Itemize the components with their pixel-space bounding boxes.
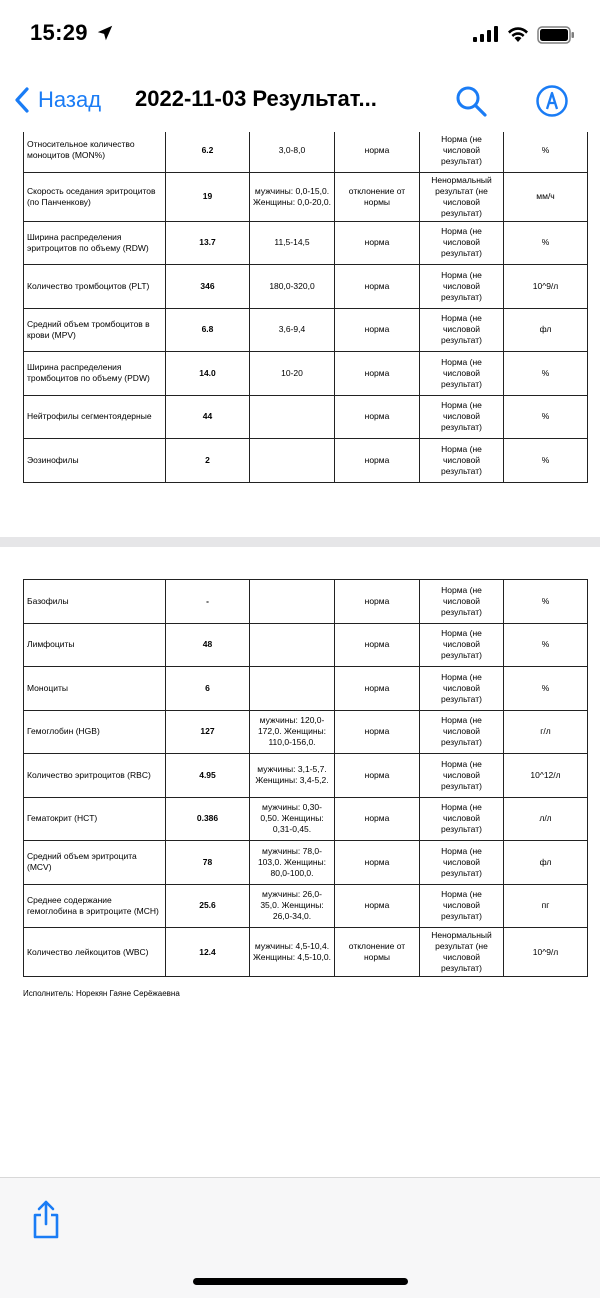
table-row <box>24 797 588 841</box>
test-name: Скорость оседания эритроцитов (по Панченкову) <box>24 172 166 221</box>
status-time: 15:29 <box>30 20 88 45</box>
comment: Норма (не числовой результат) <box>420 884 504 928</box>
document-page-1 <box>0 132 600 537</box>
test-name: Гематокрит (HCT) <box>24 797 166 841</box>
table-row <box>24 395 588 439</box>
comment: Норма (не числовой результат) <box>420 308 504 352</box>
status: норма <box>335 667 420 711</box>
test-name: Гемоглобин (HGB) <box>24 710 166 754</box>
test-name: Моноциты <box>24 667 166 711</box>
comment: Норма (не числовой результат) <box>420 754 504 798</box>
search-icon[interactable] <box>454 84 488 118</box>
unit: 10^9/л <box>504 265 588 309</box>
table-row <box>24 884 588 928</box>
reference-range: мужчины: 0,0-15,0. Женщины: 0,0-20,0. <box>250 172 335 221</box>
test-name: Лимфоциты <box>24 623 166 667</box>
status: норма <box>335 797 420 841</box>
home-indicator <box>193 1278 408 1285</box>
reference-range: мужчины: 0,30-0,50. Женщины: 0,31-0,45. <box>250 797 335 841</box>
unit: % <box>504 221 588 265</box>
test-name: Базофилы <box>24 580 166 624</box>
reference-range: 11,5-14,5 <box>250 221 335 265</box>
comment: Норма (не числовой результат) <box>420 352 504 396</box>
test-value: 78 <box>166 841 250 885</box>
table-row <box>24 221 588 265</box>
results-table-2 <box>23 579 588 977</box>
test-value: 13.7 <box>166 221 250 265</box>
test-name: Эозинофилы <box>24 439 166 483</box>
cellular-signal-icon <box>473 26 499 42</box>
reference-range: мужчины: 3,1-5,7. Женщины: 3,4-5,2. <box>250 754 335 798</box>
status: норма <box>335 265 420 309</box>
unit: % <box>504 352 588 396</box>
unit: фл <box>504 841 588 885</box>
reference-range: мужчины: 4,5-10,4. Женщины: 4,5-10,0. <box>250 928 335 977</box>
chevron-left-icon <box>14 86 30 114</box>
share-icon[interactable] <box>30 1200 62 1240</box>
comment: Норма (не числовой результат) <box>420 265 504 309</box>
unit: г/л <box>504 710 588 754</box>
status: отклонение от нормы <box>335 928 420 977</box>
page-title: 2022-11-03 Результат... <box>135 86 377 111</box>
unit: фл <box>504 308 588 352</box>
comment: Норма (не числовой результат) <box>420 710 504 754</box>
status: норма <box>335 841 420 885</box>
test-name: Средний объем тромбоцитов в крови (MPV) <box>24 308 166 352</box>
test-name: Нейтрофилы сегментоядерные <box>24 395 166 439</box>
status: норма <box>335 308 420 352</box>
table-row <box>24 841 588 885</box>
table-row <box>24 928 588 977</box>
test-name: Количество тромбоцитов (PLT) <box>24 265 166 309</box>
table-row <box>24 667 588 711</box>
table-row <box>24 308 588 352</box>
unit: мм/ч <box>504 172 588 221</box>
reference-range <box>250 667 335 711</box>
comment: Норма (не числовой результат) <box>420 667 504 711</box>
table-row <box>24 132 588 172</box>
test-name: Относительное количество моноцитов (MON%) <box>24 132 166 172</box>
table-row <box>24 580 588 624</box>
comment: Норма (не числовой результат) <box>420 623 504 667</box>
reference-range <box>250 395 335 439</box>
location-arrow-icon <box>96 24 114 42</box>
test-value: 346 <box>166 265 250 309</box>
status-bar <box>0 0 600 72</box>
navigation-bar <box>0 72 600 132</box>
unit: % <box>504 132 588 172</box>
test-value: 19 <box>166 172 250 221</box>
unit: пг <box>504 884 588 928</box>
comment: Норма (не числовой результат) <box>420 132 504 172</box>
comment: Норма (не числовой результат) <box>420 580 504 624</box>
comment: Норма (не числовой результат) <box>420 797 504 841</box>
markup-pen-icon[interactable] <box>535 84 569 118</box>
test-value: - <box>166 580 250 624</box>
test-value: 4.95 <box>166 754 250 798</box>
test-value: 127 <box>166 710 250 754</box>
status: норма <box>335 623 420 667</box>
back-button[interactable] <box>14 86 101 114</box>
table-row <box>24 710 588 754</box>
test-value: 12.4 <box>166 928 250 977</box>
status: норма <box>335 221 420 265</box>
test-value: 44 <box>166 395 250 439</box>
comment: Норма (не числовой результат) <box>420 221 504 265</box>
results-table-1 <box>23 132 588 483</box>
test-value: 2 <box>166 439 250 483</box>
test-name: Ширина распределения эритроцитов по объему (RDW) <box>24 221 166 265</box>
test-value: 0.386 <box>166 797 250 841</box>
test-value: 6.2 <box>166 132 250 172</box>
back-label: Назад <box>38 87 102 112</box>
table-row <box>24 439 588 483</box>
unit: % <box>504 623 588 667</box>
reference-range: 3,0-8,0 <box>250 132 335 172</box>
unit: % <box>504 667 588 711</box>
status: норма <box>335 580 420 624</box>
performer-note: Исполнитель: Норекян Гаяне Серёжаевна <box>23 989 180 998</box>
test-name: Количество эритроцитов (RBC) <box>24 754 166 798</box>
test-value: 25.6 <box>166 884 250 928</box>
reference-range: 10-20 <box>250 352 335 396</box>
comment: Норма (не числовой результат) <box>420 395 504 439</box>
unit: % <box>504 580 588 624</box>
reference-range: мужчины: 26,0-35,0. Женщины: 26,0-34,0. <box>250 884 335 928</box>
table-row <box>24 754 588 798</box>
unit: % <box>504 439 588 483</box>
test-value: 14.0 <box>166 352 250 396</box>
reference-range <box>250 439 335 483</box>
test-name: Количество лейкоцитов (WBC) <box>24 928 166 977</box>
status: норма <box>335 439 420 483</box>
test-name: Средний объем эритроцита (MCV) <box>24 841 166 885</box>
unit: л/л <box>504 797 588 841</box>
wifi-icon <box>506 25 530 43</box>
test-name: Ширина распределения тромбоцитов по объему (PDW) <box>24 352 166 396</box>
unit: 10^9/л <box>504 928 588 977</box>
table-row <box>24 352 588 396</box>
battery-icon <box>537 26 575 44</box>
test-value: 6 <box>166 667 250 711</box>
comment: Норма (не числовой результат) <box>420 439 504 483</box>
reference-range: 3,6-9,4 <box>250 308 335 352</box>
page-separator <box>0 537 600 547</box>
status: норма <box>335 754 420 798</box>
test-value: 6.8 <box>166 308 250 352</box>
reference-range: мужчины: 78,0-103,0. Женщины: 80,0-100,0. <box>250 841 335 885</box>
status: норма <box>335 395 420 439</box>
reference-range <box>250 580 335 624</box>
table-row <box>24 172 588 221</box>
table-row <box>24 265 588 309</box>
unit: % <box>504 395 588 439</box>
status: отклонение от нормы <box>335 172 420 221</box>
document-page-2 <box>0 547 600 1177</box>
unit: 10^12/л <box>504 754 588 798</box>
comment: Ненормальный результат (не числовой результат) <box>420 172 504 221</box>
status: норма <box>335 884 420 928</box>
comment: Ненормальный результат (не числовой результат) <box>420 928 504 977</box>
comment: Норма (не числовой результат) <box>420 841 504 885</box>
status: норма <box>335 132 420 172</box>
status: норма <box>335 710 420 754</box>
table-row <box>24 623 588 667</box>
test-value: 48 <box>166 623 250 667</box>
reference-range: мужчины: 120,0-172,0. Женщины: 110,0-156,0. <box>250 710 335 754</box>
reference-range <box>250 623 335 667</box>
reference-range: 180,0-320,0 <box>250 265 335 309</box>
test-name: Среднее содержание гемоглобина в эритроците (MCH) <box>24 884 166 928</box>
status: норма <box>335 352 420 396</box>
